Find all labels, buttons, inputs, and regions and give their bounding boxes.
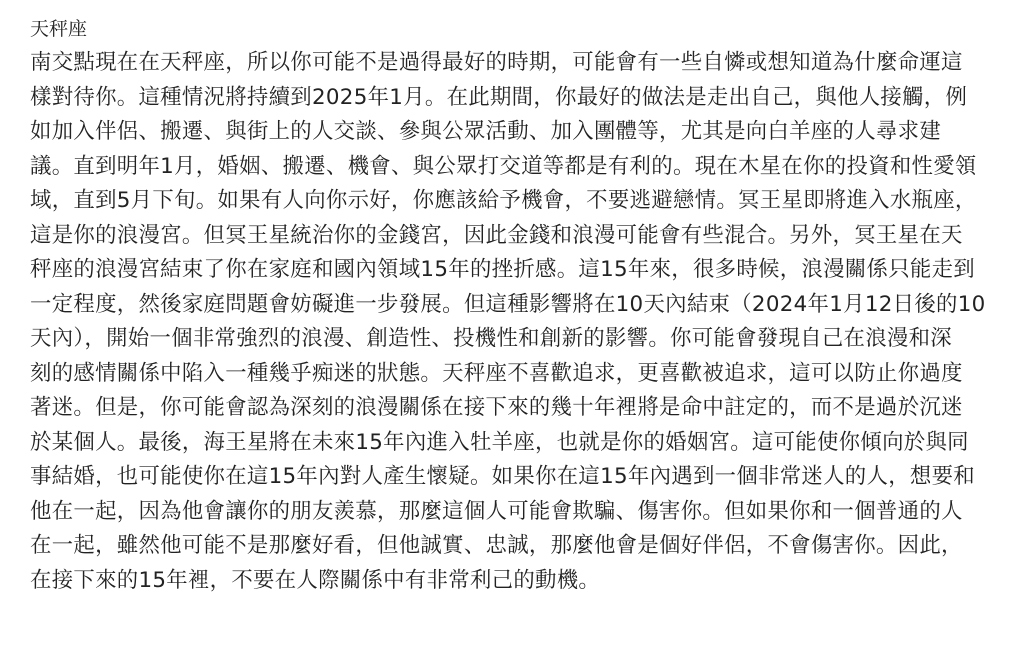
article-body bbox=[30, 46, 1005, 598]
body-line: 刻的感情關係中陷入一種幾乎痴迷的狀態。天秤座不喜歡追求，更喜歡被追求，這可以防止你過度 bbox=[30, 360, 963, 386]
body-line: 在一起，雖然他可能不是那麼好看，但他誠實、忠誠，那麼他會是個好伴侶，不會傷害你。因此， bbox=[30, 533, 963, 558]
body-line: 如加入伴侶、搬遷、與街上的人交談、參與公眾活動、加入團體等，尤其是向白羊座的人尋求建 bbox=[30, 119, 942, 144]
body-line: 他在一起，因為他會讓你的朋友羨慕，那麼這個人可能會欺騙、傷害你。但如果你和一個普通的人 bbox=[30, 498, 963, 524]
body-line: 樣對待你。這種情況將持續到2025年1月。在此期間，你最好的做法是走出自己，與他人接觸，例 bbox=[30, 84, 968, 110]
body-line: 一定程度，然後家庭問題會妨礙進一步發展。但這種影響將在10天內結束（2024年1月12日後的10 bbox=[30, 291, 986, 317]
body-line: 議。直到明年1月，婚姻、搬遷、機會、與公眾打交道等都是有利的。現在木星在你的投資和性愛領 bbox=[30, 153, 977, 179]
article-title: 天秤座 bbox=[30, 18, 88, 40]
body-line: 天內），開始一個非常強烈的浪漫、創造性、投機性和創新的影響。你可能會發現自己在浪漫和深 bbox=[30, 326, 952, 351]
body-line: 域，直到5月下旬。如果有人向你示好，你應該給予機會，不要逃避戀情。冥王星即將進入水瓶座， bbox=[30, 188, 977, 213]
body-line: 事結婚，也可能使你在這15年內對人產生懷疑。如果你在這15年內遇到一個非常迷人的人，想要和 bbox=[30, 464, 975, 489]
body-line: 於某個人。最後，海王星將在未來15年內進入牡羊座，也就是你的婚姻宮。這可能使你傾向於與同 bbox=[30, 429, 969, 455]
body-line: 在接下來的15年裡，不要在人際關係中有非常利己的動機。 bbox=[30, 567, 601, 593]
body-line: 秤座的浪漫宮結束了你在家庭和國內領域15年的挫折感。這15年來，很多時候，浪漫關係只能走到 bbox=[30, 257, 975, 282]
body-line: 這是你的浪漫宮。但冥王星統治你的金錢宮，因此金錢和浪漫可能會有些混合。另外，冥王星在天 bbox=[30, 222, 963, 248]
body-line: 著迷。但是，你可能會認為深刻的浪漫關係在接下來的幾十年裡將是命中註定的，而不是過於沉迷 bbox=[30, 395, 963, 420]
article bbox=[30, 0, 1005, 598]
body-line: 南交點現在在天秤座，所以你可能不是過得最好的時期，可能會有一些自憐或想知道為什麼命運這 bbox=[30, 50, 963, 75]
